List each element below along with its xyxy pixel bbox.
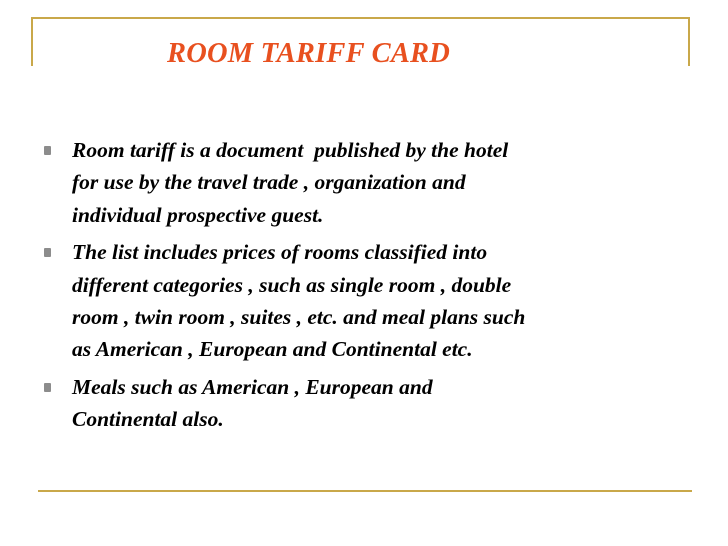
slide-frame-left-rule [31, 17, 33, 66]
bullet-item-price-list [40, 236, 680, 366]
slide-frame-bottom-rule [38, 490, 692, 492]
bullet-marker-icon [44, 383, 51, 392]
slide-frame-top-rule [31, 17, 688, 19]
slide-title: ROOM TARIFF CARD [167, 38, 451, 69]
bullet-text: Meals such as American , European and Continental also. [72, 374, 433, 432]
bullet-list [40, 134, 680, 441]
bullet-text: The list includes prices of rooms classified into different categories , such as single room , double room , twin room , suites , etc. and meal plans such as American , European and Continental etc. [72, 240, 526, 362]
slide-frame-right-rule [688, 17, 690, 66]
bullet-item-meal-plans [40, 371, 680, 436]
bullet-text: Room tariff is a document published by the hotel for use by the travel trade , organization and individual prospective guest. [72, 138, 509, 227]
bullet-marker-icon [44, 146, 51, 155]
bullet-item-tariff-definition [40, 134, 680, 231]
bullet-marker-icon [44, 248, 51, 257]
